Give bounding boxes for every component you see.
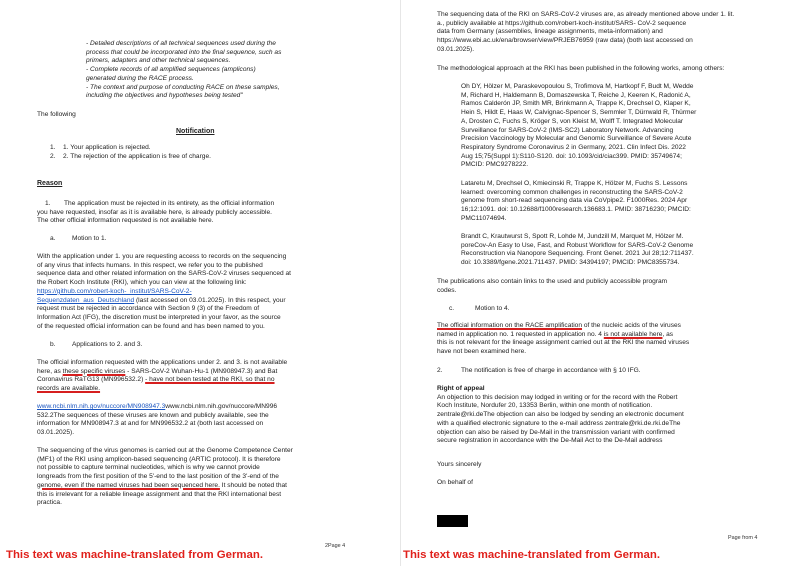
reference-line: M, Richard H, Haldemann B, Domaszewska T, Reiche J, Keeren K, Radonić A, bbox=[461, 91, 691, 99]
motion1-line: request must be rejected in accordance with Section 9 (3) of the Freedom of bbox=[37, 305, 260, 313]
ncbi-line: 532.2The sequences of these viruses are known and publicly available, see the bbox=[37, 411, 269, 419]
motion1-line: of the requested official information can be found and has been named to you. bbox=[37, 322, 265, 330]
ncbi-link[interactable]: www.ncbi.nlm.nih.gov/nuccore/MN908947.3 bbox=[37, 403, 166, 410]
highlight-not-tested: - have not been tested at the RKI, so that no bbox=[145, 376, 275, 384]
sequencing-line: not possible to capture terminal nucleotides, which is why we cannot provide bbox=[37, 464, 260, 472]
quote-line: - The context and purpose of conducting RACE on these samples, bbox=[86, 83, 280, 91]
reference-line: PMC11074694. bbox=[461, 214, 507, 222]
motion1-line: With the application under 1. you are requesting access to records on the sequencing bbox=[37, 253, 287, 260]
redacted-signature bbox=[437, 515, 468, 527]
quote-line: - Complete records of all amplified sequences (amplicons) bbox=[86, 66, 256, 74]
closing-text: Yours sincerely bbox=[437, 461, 482, 468]
right-document-page bbox=[401, 0, 800, 566]
motion1-line: Information Act (IFG), the discretion must be interpreted in your favor, as the source bbox=[37, 313, 281, 321]
reason-line: you have requested, insofar as it is available here, is already publicly accessible. bbox=[37, 208, 272, 216]
motion-b-letter: b. bbox=[50, 341, 56, 348]
highlight-not-available: is not available here bbox=[603, 330, 663, 338]
motion1-line: sequence data and other related information on the SARS-CoV-2 viruses sequenced at bbox=[37, 270, 292, 278]
appeal-heading: Right of appeal bbox=[437, 385, 485, 392]
reference-line: learned: overcoming common challenges in reconstructing the SARS-CoV-2 bbox=[461, 188, 683, 196]
notification-item: 2. 2. The rejection of the application is free of charge. bbox=[50, 152, 211, 160]
github-link-continued[interactable]: Sequenzdaten_aus_Deutschland bbox=[37, 296, 135, 304]
quote-line: process that could be incorporated into the final sequence, such as bbox=[86, 48, 282, 56]
sequencing-line: practica. bbox=[37, 499, 62, 507]
machine-translation-notice: This text was machine-translated from German. bbox=[403, 549, 660, 561]
ncbi-line: www.ncbi.nlm.nih.gov/nuccore/MN908947.3www.ncbi.nlm.nih.gov/nuccore/MN996 bbox=[37, 403, 278, 410]
reason-line: The application must be rejected in its entirety, as the official information bbox=[64, 200, 275, 207]
reference-line: poreCov-An Easy to Use, Fast, and Robust Workflow for SARS-CoV-2 Genome bbox=[461, 241, 694, 249]
reference-line: Ramos Calderón JP, Smith MR, Brinkmann A, Trappe K, Drechsel O, Klaper K, bbox=[461, 100, 691, 108]
appeal-line: secure registration in accordance with the De-Mail Act to the De-Mail address bbox=[437, 437, 663, 445]
ncbi-line: 03.01.2025). bbox=[37, 429, 75, 437]
motion-b-label: Applications to 2. and 3. bbox=[72, 341, 143, 348]
publications-line: The publications also contain links to the used and publicly accessible program bbox=[437, 278, 668, 285]
reference-line: Precision Vaccinology by Molecular and Genomic Surveillance of Severe Acute bbox=[461, 135, 692, 143]
reference-line: Brandt C, Krautwurst S, Spott R, Lohde M, Jundzill M, Marquet M, Hölzer M. bbox=[461, 233, 684, 240]
reference-line: A, Drosten C, Fuchs S, Kröger S, von Kleist M, Wolff T. Integrated Molecular bbox=[461, 117, 684, 125]
page-number: Page from 4 bbox=[728, 535, 758, 541]
reference-line: genome from short-read sequencing data via CoVpipe2. F1000Res. 2024 Apr bbox=[461, 197, 688, 205]
quote-line: generated during the RACE process. bbox=[86, 74, 194, 82]
highlight-race-amplification: The official information on the RACE amplification bbox=[437, 322, 583, 329]
notification-heading: Notification bbox=[176, 128, 215, 135]
reference-line: Hein S, Hildt E, Haas W, Calvignac-Spencer S, Semmler T, Dürrwald R, Thürmer bbox=[461, 109, 697, 117]
app23-line: The official information requested with the applications under 2. and 3. is not available bbox=[37, 359, 288, 366]
publications-line: codes. bbox=[437, 286, 457, 294]
motion-c-label: Motion to 4. bbox=[475, 305, 510, 312]
motion-a-letter: a. bbox=[50, 235, 56, 242]
ncbi-line: information for MN908947.3 at and for MN996532.2 at (both last accessed on bbox=[37, 420, 264, 428]
reference-line: Respiratory Syndrome Coronavirus 2 in Germany, 2021. Clin Infect Dis. 2022 bbox=[461, 143, 686, 151]
reference-line: 16;12:1091. doi: 10.12688/f1000research.136683.1. PMID: 38716230; PMCID: bbox=[461, 206, 691, 214]
appeal-line: objection can also be raised by De-Mail in the transmission variant with confirmed bbox=[437, 428, 675, 436]
reference-line: doi: 10.3389/fgene.2021.711437. PMID: 34394197; PMCID: PMC8355734. bbox=[461, 259, 680, 267]
the-following-text: The following bbox=[37, 111, 76, 118]
page-number: 2Page 4 bbox=[325, 543, 346, 549]
intro-line: https://www.ebi.ac.uk/ena/browser/view/PRJEB76959 (raw data) (both last accessed on bbox=[437, 37, 693, 45]
reason-heading: Reason bbox=[37, 180, 63, 187]
sequencing-line: longreads from the first position of the 5'-end to the last position of the 3'-end of the bbox=[37, 473, 279, 481]
highlight-specific-viruses: these specific viruses bbox=[62, 367, 126, 375]
intro-line: 03.01.2025). bbox=[437, 45, 475, 53]
sequencing-line: genome, even if the named viruses had been sequenced here. It should be noted that bbox=[37, 481, 288, 489]
free-of-charge-text: The notification is free of charge in accordance with § 10 IFG. bbox=[461, 367, 641, 374]
free-of-charge-number: 2. bbox=[437, 367, 443, 374]
motion4-line: have not been examined here. bbox=[437, 348, 527, 356]
quote-line: primers, adapters and other technical sequences. bbox=[86, 57, 231, 65]
github-link[interactable]: https://github.com/robert-koch-_institut/SARS-CoV-2- bbox=[37, 287, 192, 295]
reference-line: PMCID: PMC9278222. bbox=[461, 161, 529, 169]
motion4-line: this is not relevant for the lineage assignment carried out at the RKI the named viruses bbox=[437, 339, 690, 347]
appeal-line: Koch Institute, Nordufer 20, 13353 Berlin, within one month of notification. bbox=[437, 402, 653, 410]
sequencing-line: The sequencing of the virus genomes is carried out at the Genome Competence Center bbox=[37, 447, 293, 454]
reference-line: Surveillance for SARS-CoV-2 (IMS-SC2) Laboratory Network. Advancing bbox=[461, 126, 674, 134]
appeal-line: zentrale@rki.deThe objection can also be lodged by sending an electronic document bbox=[437, 411, 684, 419]
sequencing-line: this is irrelevant for a reliable lineage assignment and that the RKI international best bbox=[37, 490, 282, 498]
motion-a-label: Motion to 1. bbox=[72, 235, 107, 242]
appeal-line: with a qualified electronic signature to the e-mail address zentrale@rki.de.rki.deThe bbox=[437, 419, 681, 427]
highlight-no-records: records are available. bbox=[37, 385, 101, 393]
intro-line: a., publicly available at https://github.com/robert-koch-institut/SARS- CoV-2 sequence bbox=[437, 19, 687, 27]
intro-line: data from Germany (assemblies, lineage assignments, meta-information) and bbox=[437, 28, 663, 36]
motion-c-letter: c. bbox=[449, 305, 455, 312]
github-link-line bbox=[37, 288, 192, 297]
reason-line: The other official information requested is not available here. bbox=[37, 217, 214, 225]
app23-line: here, as these specific viruses - SARS-CoV-2 Wuhan-Hu-1 (MN908947.3) and Bat bbox=[37, 367, 278, 375]
notification-item: 1. 1. Your application is rejected. bbox=[50, 144, 151, 151]
sequencing-line: (MF1) of the RKI using amplicon-based sequencing (ARTIC protocol). It is therefore bbox=[37, 455, 281, 463]
github-link-line-2: Sequenzdaten_aus_Deutschland (last accessed on 03.01.2025). In this respect, your bbox=[37, 296, 286, 304]
motion1-line: of any virus that infects humans. In this respect, we refer you to the published bbox=[37, 261, 263, 269]
motion4-line: The official information on the RACE amplification of the nucleic acids of the viruses bbox=[437, 322, 681, 329]
machine-translation-notice: This text was machine-translated from German. bbox=[6, 549, 263, 561]
reference-line: Lataretu M, Drechsel O, Kmiecinski R, Trappe K, Hölzer M, Fuchs S. Lessons bbox=[461, 180, 688, 187]
reference-line: Aug 15;75(Suppl 1):S110-S120. doi: 10.1093/cid/ciac399. PMID: 35749674; bbox=[461, 152, 682, 160]
reason-paragraph-number: 1. bbox=[45, 200, 51, 207]
motion1-line: the Robert Koch Institute (RKI), which you can view at the following link: bbox=[37, 279, 247, 287]
appeal-line: An objection to this decision may lodged in writing or for the record with the Robert bbox=[437, 393, 678, 401]
quote-line: including the objectives and hypotheses being tested" bbox=[86, 92, 243, 100]
methodology-line: The methodological approach at the RKI has been published in the following works, among others: bbox=[437, 65, 725, 72]
on-behalf-text: On behalf of bbox=[437, 479, 473, 486]
quote-line: - Detailed descriptions of all technical sequences used during the bbox=[86, 40, 276, 47]
intro-line: The sequencing data of the RKI on SARS-CoV-2 viruses are, as already mentioned above under 1. lit. bbox=[437, 11, 735, 18]
reference-line: Oh DY, Hölzer M, Paraskevopoulou S, Trofimova M, Hartkopf F, Budt M, Wedde bbox=[461, 83, 694, 90]
motion4-line: named in application no. 1 requested in application no. 4 is not available here, as bbox=[437, 330, 674, 338]
highlight-genome-sequenced: genome, even if the named viruses had been sequenced here. bbox=[37, 481, 220, 489]
app23-line bbox=[37, 385, 100, 394]
app23-line: Coronavirus RaTG13 (MN996532.2) - have not been tested at the RKI, so that no bbox=[37, 376, 275, 384]
reference-line: Reconstruction via Nanopore Sequencing. Front Genet. 2021 Jul 28;12:711437. bbox=[461, 250, 694, 258]
